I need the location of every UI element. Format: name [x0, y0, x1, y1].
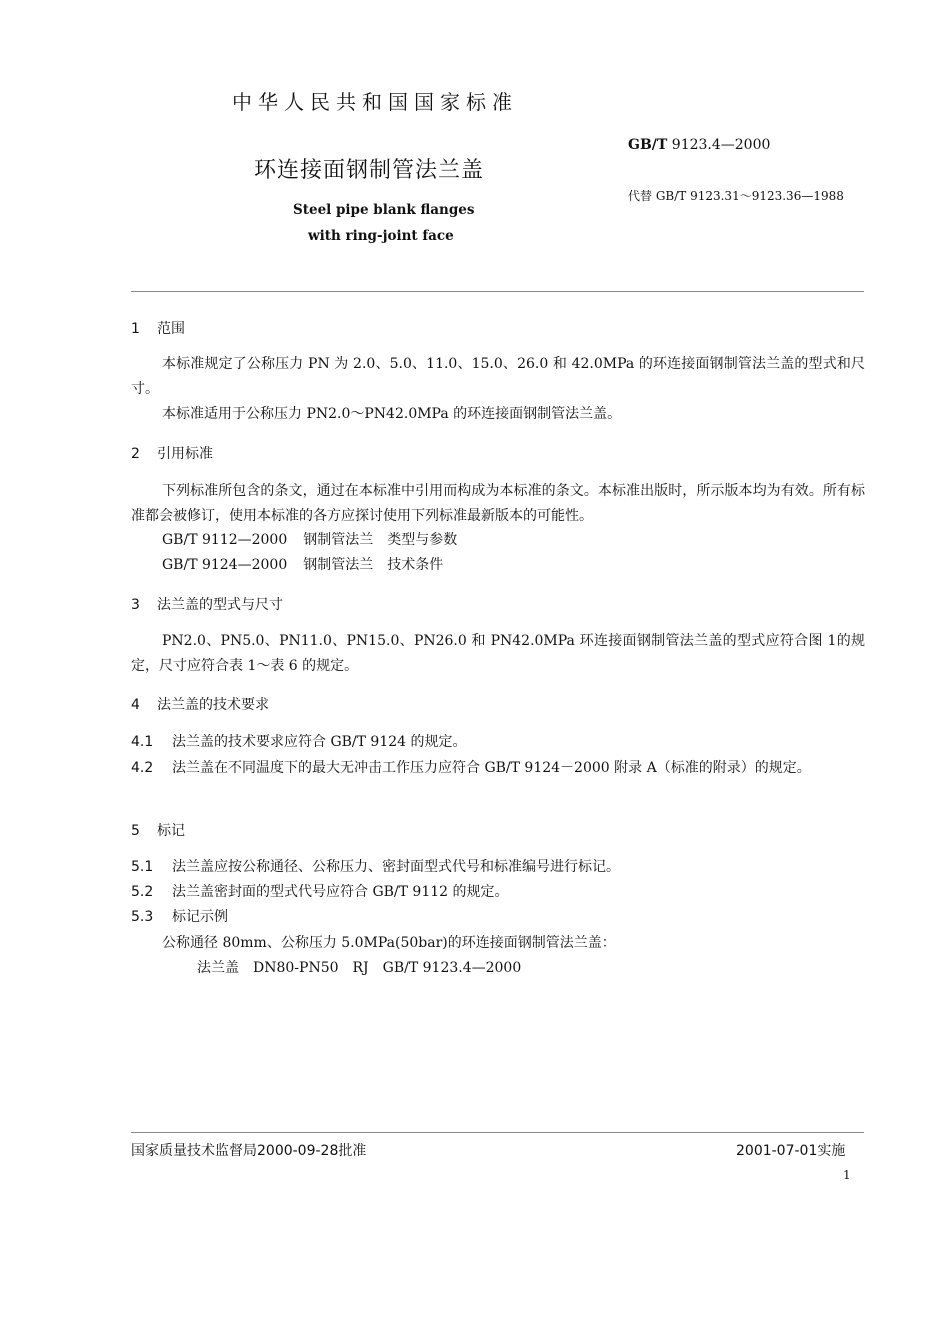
marking-example-code: 法兰盖 DN80-PN50 RJ GB/T 9123.4—2000	[197, 960, 522, 976]
header-divider	[131, 291, 864, 292]
section-2-paragraph-1: 下列标准所包含的条文，通过在本标准中引用而构成为本标准的条文。本标准出版时，所示版本均为有效。所有标准都会被修订，使用本标准的各方应探讨使用下列标准最新版本的可能性。	[131, 483, 865, 524]
document-title-en-line2: with ring-joint face	[308, 228, 454, 244]
clause-5-1-text: 法兰盖应按公称通径、公称压力、密封面型式代号和标准编号进行标记。	[172, 859, 620, 875]
section-4-heading	[131, 694, 269, 714]
section-5-heading	[131, 820, 185, 840]
section-2-number: 2	[131, 446, 140, 462]
standard-number	[628, 137, 770, 153]
clause-5-1-number: 5.1	[131, 859, 154, 875]
footer-divider	[131, 1132, 864, 1133]
section-1-title: 范围	[157, 321, 185, 337]
section-4-title: 法兰盖的技术要求	[157, 697, 269, 713]
standard-number-value: 9123.4—2000	[671, 137, 771, 153]
page-number: 1	[843, 1168, 851, 1182]
section-5-number: 5	[131, 823, 140, 839]
section-3-paragraph-1: PN2.0、PN5.0、PN11.0、PN15.0、PN26.0 和 PN42.0MPa 环连接面钢制管法兰盖的型式应符合图 1的规定，尺寸应符合表 1～表 6 的规定。	[131, 633, 865, 674]
section-1-heading	[131, 318, 185, 338]
clause-5-3	[131, 906, 228, 926]
clause-4-2	[131, 756, 865, 781]
implementation-date: 2001-07-01实施	[736, 1143, 846, 1159]
document-title-en-line1: Steel pipe blank flanges	[293, 202, 475, 218]
clause-5-3-number: 5.3	[131, 909, 154, 925]
section-3-number: 3	[131, 597, 140, 613]
clause-4-1-text: 法兰盖的技术要求应符合 GB/T 9124 的规定。	[172, 734, 467, 750]
reference-standard-1-code: GB/T 9112—2000	[162, 532, 288, 548]
reference-standard-2-code: GB/T 9124—2000	[162, 557, 288, 573]
document-title-zh: 环连接面钢制管法兰盖	[254, 158, 485, 183]
marking-example-description: 公称通径 80mm、公称压力 5.0MPa(50bar)的环连接面钢制管法兰盖：	[162, 935, 616, 951]
section-1-paragraph-1: 本标准规定了公称压力 PN 为 2.0、5.0、11.0、15.0、26.0 和 42.0MPa 的环连接面钢制管法兰盖的型式和尺寸。	[131, 356, 865, 397]
national-standard-heading: 中华人民共和国国家标准	[232, 90, 518, 114]
approval-date: 国家质量技术监督局2000-09-28批准	[131, 1143, 367, 1159]
section-1-paragraph-2: 本标准适用于公称压力 PN2.0～PN42.0MPa 的环连接面钢制管法兰盖。	[162, 406, 622, 422]
section-3-heading	[131, 594, 283, 614]
clause-5-1	[131, 856, 620, 876]
section-2-heading	[131, 443, 213, 463]
reference-standard-2-title: 钢制管法兰 技术条件	[303, 557, 444, 573]
clause-5-2-number: 5.2	[131, 884, 154, 900]
section-5-title: 标记	[157, 823, 185, 839]
clause-4-1-number: 4.1	[131, 734, 154, 750]
reference-standard-1	[162, 529, 457, 549]
section-4-number: 4	[131, 697, 140, 713]
standard-number-prefix: GB/T	[628, 137, 668, 153]
clause-4-2-text: 法兰盖在不同温度下的最大无冲击工作压力应符合 GB/T 9124－2000 附录 A（标准的附录）的规定。	[172, 760, 811, 776]
clause-4-1	[131, 731, 467, 751]
clause-5-2	[131, 881, 509, 901]
replaces-standards: 代替 GB/T 9123.31～9123.36—1988	[628, 189, 844, 203]
section-3-title: 法兰盖的型式与尺寸	[157, 597, 283, 613]
clause-5-2-text: 法兰盖密封面的型式代号应符合 GB/T 9112 的规定。	[172, 884, 509, 900]
reference-standard-1-title: 钢制管法兰 类型与参数	[303, 532, 458, 548]
reference-standard-2	[162, 554, 443, 574]
clause-4-2-number: 4.2	[131, 760, 154, 776]
section-2-title: 引用标准	[157, 446, 213, 462]
section-1-number: 1	[131, 321, 140, 337]
clause-5-3-text: 标记示例	[172, 909, 228, 925]
